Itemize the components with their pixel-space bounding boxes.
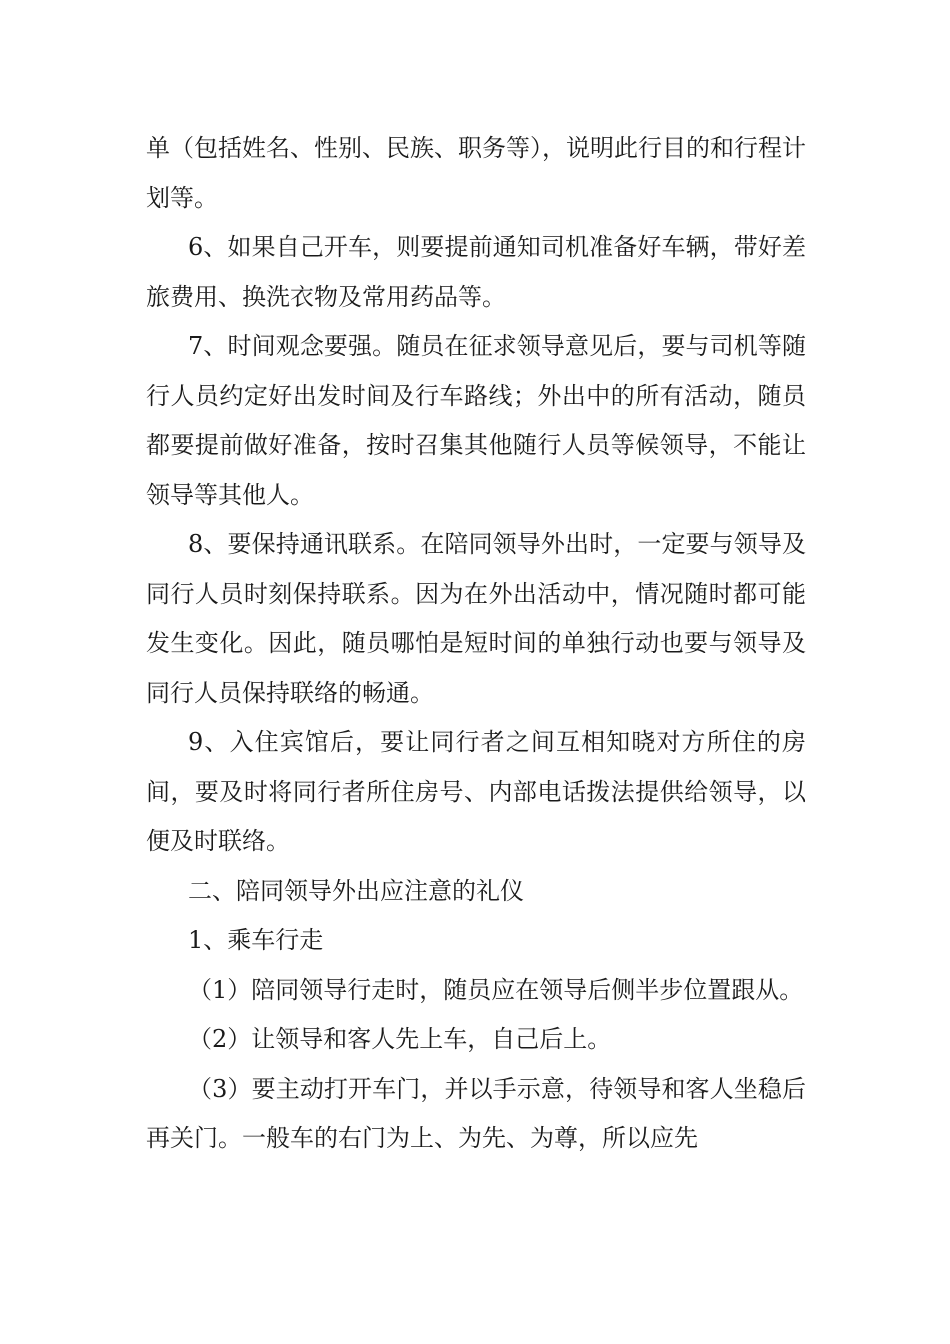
paragraph-item-6: 6、如果自己开车，则要提前通知司机准备好车辆，带好差旅费用、换洗衣物及常用药品等。 [146, 233, 806, 311]
paragraph-sub-3: （3）要主动打开车门，并以手示意，待领导和客人坐稳后再关门。一般车的右门为上、为先、为尊，所以应先 [146, 1074, 806, 1152]
paragraph-continuation: 单（包括姓名、性别、民族、职务等），说明此行目的和行程计划等。 [146, 134, 806, 212]
document-body [146, 124, 806, 1164]
section-heading: 二、陪同领导外出应注意的礼仪 [188, 876, 524, 905]
paragraph-item-9: 9、入住宾馆后，要让同行者之间互相知晓对方所住的房间，要及时将同行者所住房号、内部电话拨法提供给领导，以便及时联络。 [146, 728, 806, 855]
paragraph-item-8: 8、要保持通讯联系。在陪同领导外出时，一定要与领导及同行人员时刻保持联系。因为在外出活动中，情况随时都可能发生变化。因此，随员哪怕是短时间的单独行动也要与领导及同行人员保持联络的畅通。 [146, 530, 806, 707]
subsection-heading: 1、乘车行走 [188, 926, 324, 954]
paragraph-item-7: 7、时间观念要强。随员在征求领导意见后，要与司机等随行人员约定好出发时间及行车路线；外出中的所有活动，随员都要提前做好准备，按时召集其他随行人员等候领导，不能让领导等其他人。 [146, 332, 806, 509]
paragraph-sub-1: （1）陪同领导行走时，随员应在领导后侧半步位置跟从。 [188, 975, 804, 1004]
paragraph-sub-2: （2）让领导和客人先上车，自己后上。 [188, 1025, 612, 1053]
